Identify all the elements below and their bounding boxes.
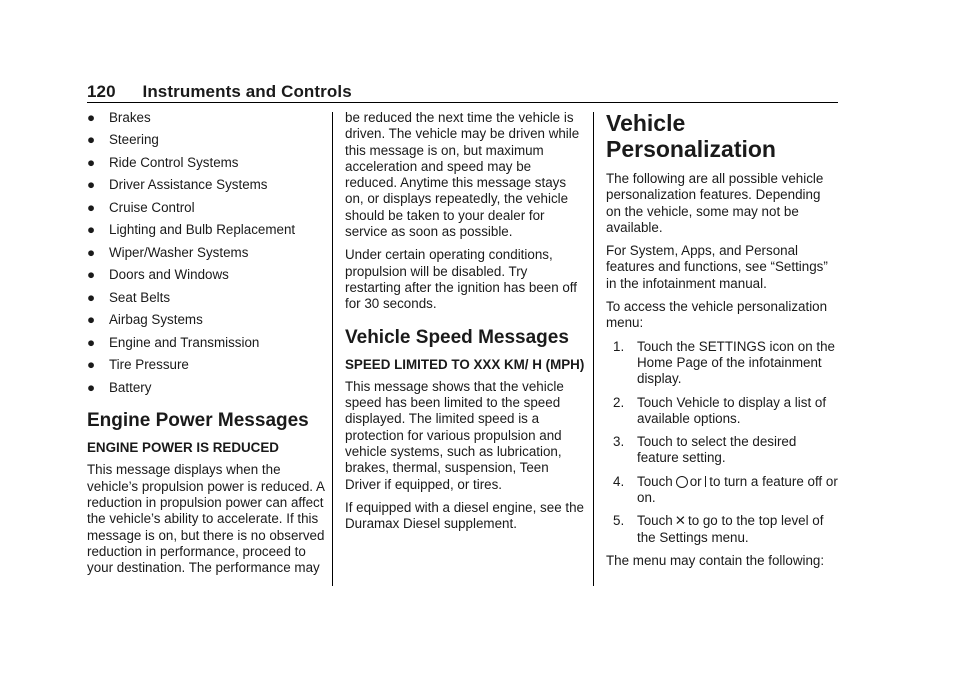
bullet-icon: ●	[87, 199, 96, 215]
list-item: ● Brakes	[87, 110, 151, 125]
bullet-icon: ●	[87, 244, 96, 260]
list-item: ● Seat Belts	[87, 289, 171, 305]
bullet-icon: ●	[87, 379, 96, 395]
section-title: Instruments and Controls	[142, 82, 352, 101]
list-item: ● Battery	[87, 379, 152, 395]
speed-limited-subheading: SPEED LIMITED TO XXX KM/ H (MPH)	[345, 356, 585, 372]
vehicle-speed-heading: Vehicle Speed Messages	[345, 326, 569, 348]
system-list	[87, 110, 325, 396]
steps-list	[606, 339, 838, 546]
list-item: ● Cruise Control	[87, 199, 195, 215]
list-item: 2. Touch Vehicle to display a list of available options.	[613, 394, 827, 426]
vehicle-personalization-heading: Vehicle Personalization	[606, 110, 776, 162]
column-3	[606, 110, 838, 576]
list-item: 3. Touch to select the desired feature setting.	[613, 434, 797, 466]
paragraph: The following are all possible vehicle personalization features. Depending on the vehicle, some may not be available.	[606, 171, 824, 235]
list-item: ● Lighting and Bulb Replacement	[87, 222, 296, 238]
paragraph: be reduced the next time the vehicle is driven. The vehicle may be driven while this message is on, but maximum acceleration and speed may be reduced. Anytime this message stays on, or displays repeatedly, the vehicle should be taken to your dealer for service as soon as possible.	[345, 110, 580, 240]
bullet-icon: ●	[87, 132, 96, 148]
paragraph: Under certain operating conditions, propulsion will be disabled. Try restarting after the ignition has been off for 30 seconds.	[345, 247, 578, 312]
list-item: ● Ride Control Systems	[87, 154, 239, 170]
engine-power-subheading: ENGINE POWER IS REDUCED	[87, 440, 279, 456]
column-2	[345, 110, 585, 540]
bullet-icon: ●	[87, 177, 96, 193]
bullet-icon: ●	[87, 222, 96, 238]
close-icon: ✕	[674, 513, 686, 529]
list-item: ● Driver Assistance Systems	[87, 177, 268, 193]
list-item: 1. Touch the SETTINGS icon on the Home Page of the infotainment display.	[613, 338, 835, 387]
list-item: ● Tire Pressure	[87, 357, 189, 373]
bar-icon	[705, 476, 707, 487]
bullet-icon: ●	[87, 154, 96, 170]
page-header	[87, 82, 352, 102]
engine-power-heading: Engine Power Messages	[87, 410, 309, 432]
engine-power-paragraph: This message displays when the vehicle’s propulsion power is reduced. A reduction in propulsion power can affect the vehicle’s ability to accelerate. If this message is on, but there is no observed reduction in performance, proceed to your destination. The performance may	[87, 462, 325, 576]
list-item: ● Doors and Windows	[87, 267, 229, 283]
paragraph: This message shows that the vehicle speed has been limited to the speed displayed. The limited speed is a protection for various propulsion and vehicle systems, such as lubrication, brakes, thermal, suspension, Teen Driver if equipped, or tires.	[345, 378, 564, 492]
bullet-icon: ●	[87, 334, 96, 350]
header-rule	[87, 102, 838, 103]
page-number: 120	[87, 82, 116, 101]
paragraph: The menu may contain the following:	[606, 552, 825, 568]
column-divider-1	[332, 112, 333, 586]
paragraph: To access the vehicle personalization menu:	[606, 299, 828, 331]
bullet-icon: ●	[87, 110, 96, 125]
bullet-icon: ●	[87, 289, 96, 305]
circle-icon	[676, 476, 688, 488]
list-item: ● Engine and Transmission	[87, 334, 260, 350]
column-1	[87, 110, 325, 583]
list-item: ● Steering	[87, 132, 159, 148]
list-item: 4. Touch or to turn a feature off or on.	[613, 473, 838, 506]
list-item: ● Wiper/Washer Systems	[87, 244, 249, 260]
list-item: 5. Touch ✕ to go to the top level of the Settings menu.	[613, 513, 824, 545]
paragraph: If equipped with a diesel engine, see the Duramax Diesel supplement.	[345, 499, 584, 532]
list-item: ● Airbag Systems	[87, 312, 203, 328]
column-divider-2	[593, 112, 594, 586]
bullet-icon: ●	[87, 357, 96, 373]
bullet-icon: ●	[87, 267, 96, 283]
paragraph: For System, Apps, and Personal features and functions, see “Settings” in the infotainment manual.	[606, 243, 828, 291]
bullet-icon: ●	[87, 312, 96, 328]
